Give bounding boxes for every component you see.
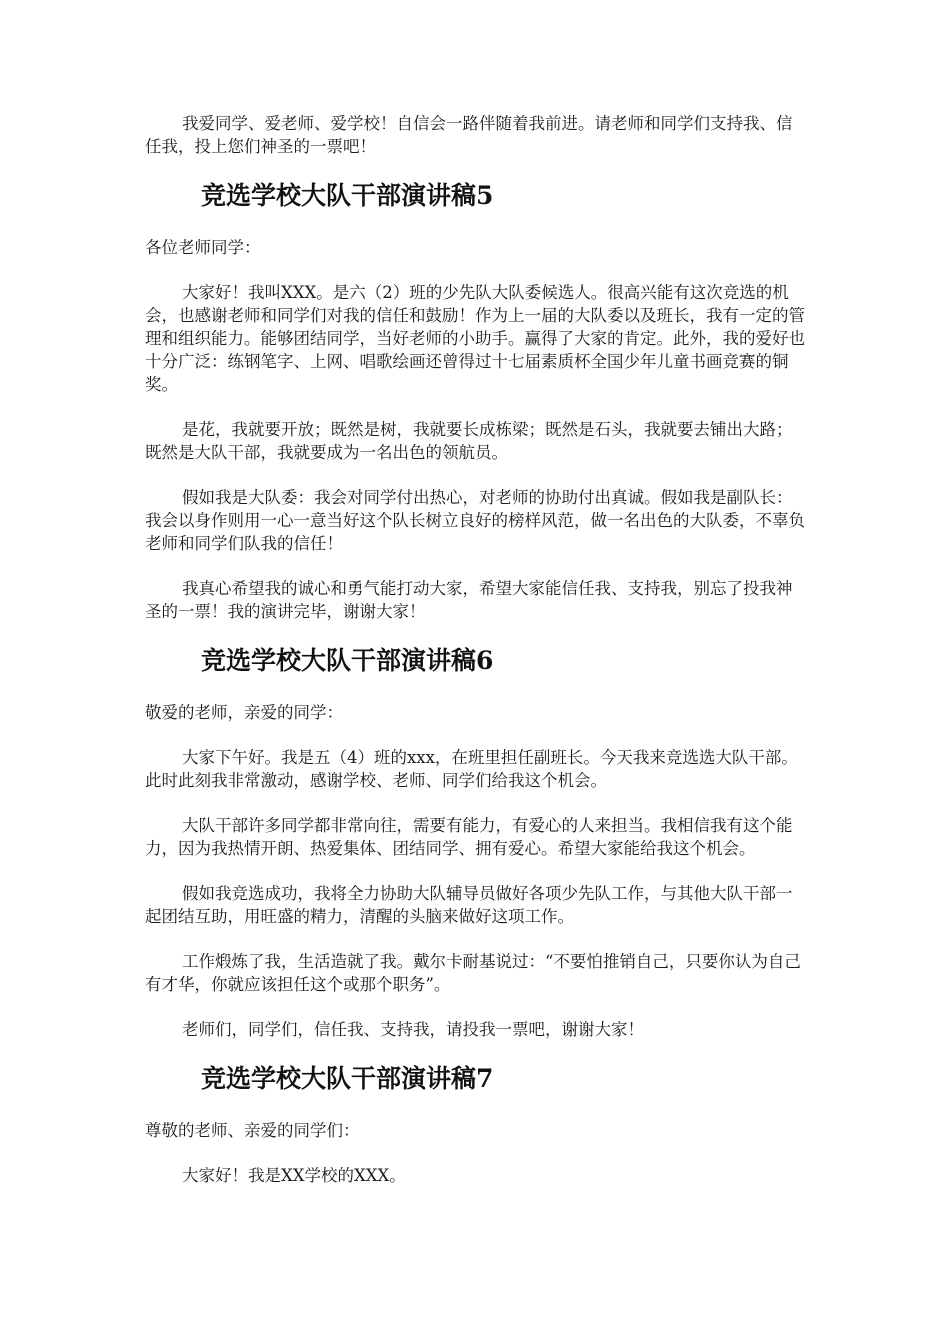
section5-greeting: 各位老师同学： bbox=[145, 238, 261, 257]
section6-paragraph-4: 工作煅炼了我，生活造就了我。戴尔卡耐基说过：“不要怕推销自己，只要你认为自己有才华，你就应该担任这个或那个职务”。 bbox=[145, 952, 801, 994]
section5-paragraph-2: 是花，我就要开放；既然是树，我就要长成栋梁；既然是石头，我就要去铺出大路；既然是大队干部，我就要成为一名出色的领航员。 bbox=[145, 420, 793, 462]
section6-paragraph-2: 大队干部许多同学都非常向往，需要有能力，有爱心的人来担当。我相信我有这个能力，因为我热情开朗、热爱集体、团结同学、拥有爱心。希望大家能给我这个机会。 bbox=[145, 816, 793, 858]
section6-paragraph-5: 老师们，同学们，信任我、支持我，请投我一票吧，谢谢大家！ bbox=[182, 1020, 644, 1039]
section5-paragraph-1: 大家好！我叫XXX。是六（2）班的少先队大队委候选人。很高兴能有这次竞选的机会，也感谢老师和同学们对我的信任和鼓励！作为上一届的大队委以及班长，我有一定的管理和组织能力。能够团结同学，当好老师的小助手。赢得了大家的肯定。此外，我的爱好也十分广泛：练钢笔字、上网、唱歌绘画还曾得过十七届素质杯全国少年儿童书画竞赛的铜奖。 bbox=[145, 283, 805, 394]
section6-greeting: 敬爱的老师，亲爱的同学： bbox=[145, 703, 343, 722]
document-body bbox=[145, 112, 805, 1209]
section7-title: 竞选学校大队干部演讲稿7 bbox=[201, 1064, 494, 1093]
section5-title: 竞选学校大队干部演讲稿5 bbox=[201, 181, 494, 210]
section7-paragraph-1: 大家好！我是XX学校的XXX。 bbox=[182, 1166, 406, 1185]
section5-paragraph-4: 我真心希望我的诚心和勇气能打动大家，希望大家能信任我、支持我，别忘了投我神圣的一票！我的演讲完毕，谢谢大家！ bbox=[145, 579, 793, 621]
section5-paragraph-3: 假如我是大队委：我会对同学付出热心，对老师的协助付出真诚。假如我是副队长：我会以身作则用一心一意当好这个队长树立良好的榜样风范，做一名出色的大队委，不辜负老师和同学们队我的信任！ bbox=[145, 488, 805, 553]
section6-paragraph-1: 大家下午好。我是五（4）班的xxx，在班里担任副班长。今天我来竞选选大队干部。此时此刻我非常激动，感谢学校、老师、同学们给我这个机会。 bbox=[145, 748, 798, 790]
section7-greeting: 尊敬的老师、亲爱的同学们： bbox=[145, 1121, 360, 1140]
section4-closing-paragraph: 我爱同学、爱老师、爱学校！自信会一路伴随着我前进。请老师和同学们支持我、信任我，投上您们神圣的一票吧！ bbox=[145, 114, 793, 156]
section6-paragraph-3: 假如我竞选成功，我将全力协助大队辅导员做好各项少先队工作，与其他大队干部一起团结互助，用旺盛的精力，清醒的头脑来做好这项工作。 bbox=[145, 884, 793, 926]
section6-title: 竞选学校大队干部演讲稿6 bbox=[201, 646, 494, 675]
